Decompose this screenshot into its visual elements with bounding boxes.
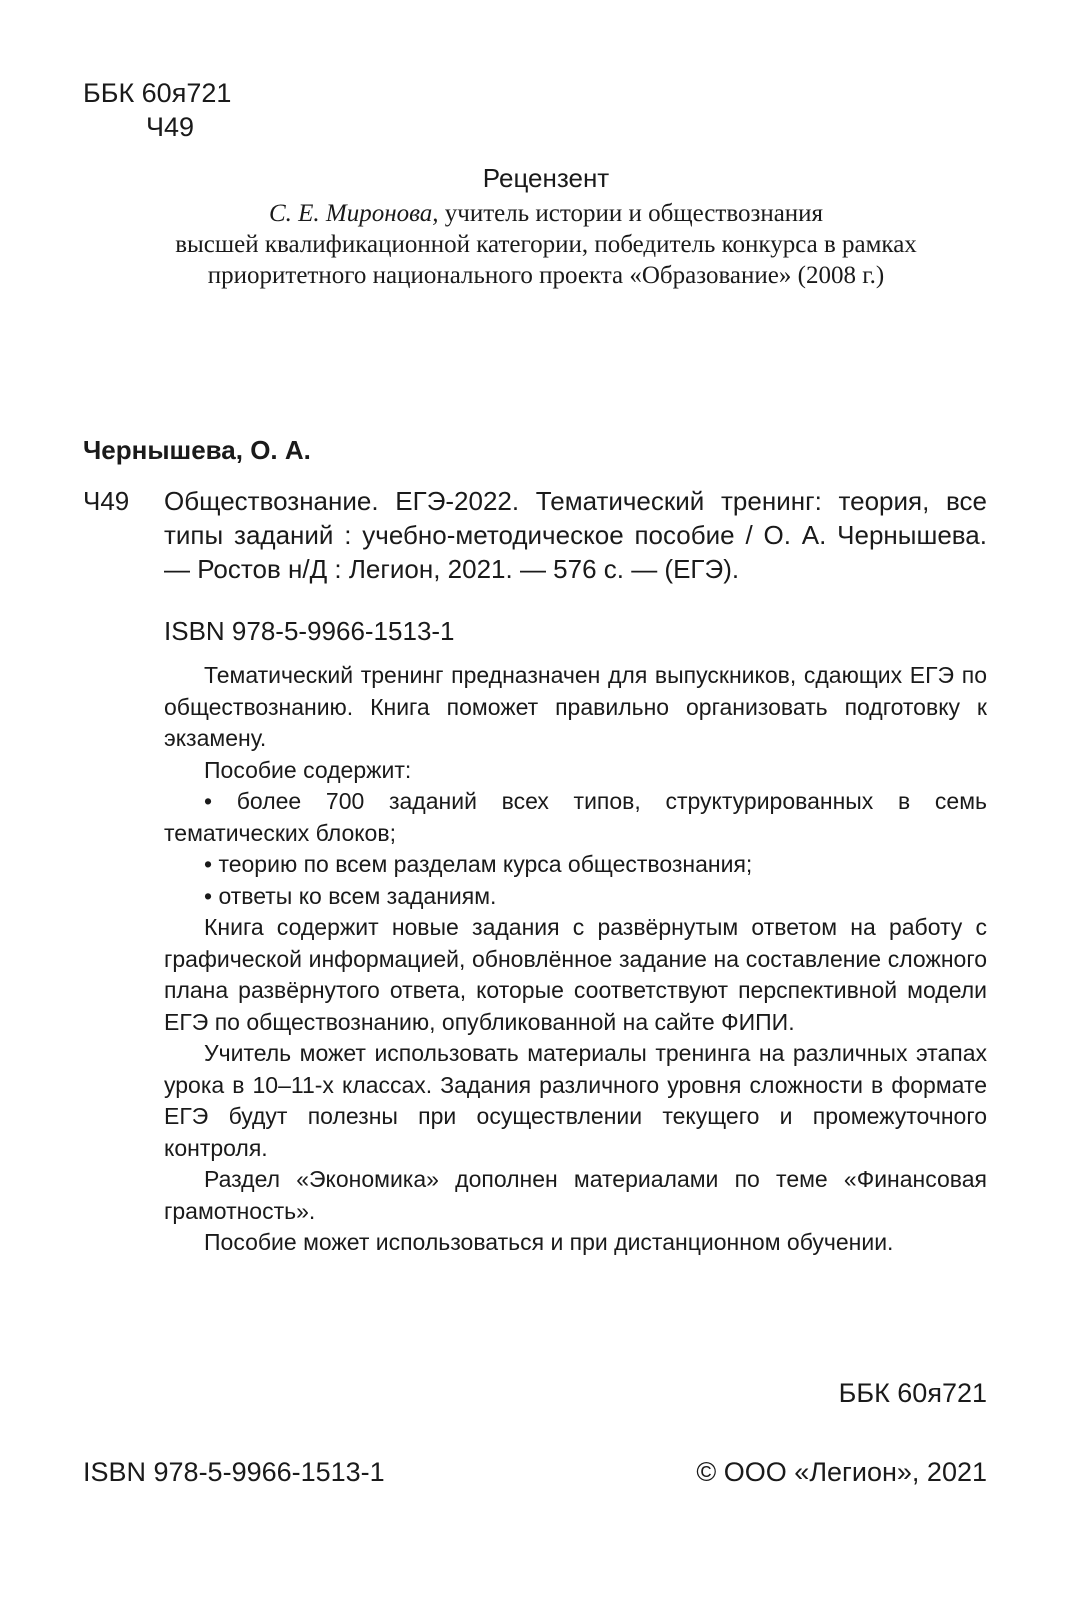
annotation-bullet-2: • теорию по всем разделам курса обществознания;: [204, 851, 753, 877]
reviewer-block: [0, 162, 1092, 291]
footer-bbk: ББК 60я721: [838, 1378, 987, 1408]
annotation-paragraph-2: Пособие содержит:: [204, 756, 412, 783]
reviewer-details: [0, 198, 1092, 291]
bibliographic-description: [164, 484, 987, 586]
reviewer-name: С. Е. Миронова,: [268, 200, 439, 227]
bbk-code: ББК 60я721: [83, 78, 232, 108]
footer-copyright: © ООО «Легион», 2021: [696, 1457, 987, 1487]
reviewer-line-3: приоритетного национального проекта «Образование» (2008 г.): [207, 262, 885, 289]
annotation-paragraph-1: Тематический тренинг предназначен для выпускников, сдающих ЕГЭ по обществознанию. Книга поможет правильно организовать подготовку к экзамену.: [164, 662, 987, 751]
description-text: Обществознание. ЕГЭ-2022. Тематический тренинг: теория, все типы заданий : учебно-методическое пособие / О. А. Чернышева. — Ростов н/Д : Легион, 2021. — 576 с. — (ЕГЭ).: [164, 486, 987, 584]
annotation-bullet-1: • более 700 заданий всех типов, структурированных в семь тематических блоков;: [164, 788, 987, 846]
annotation-paragraph-4: Учитель может использовать материалы тренинга на различных этапах урока в 10–11-х классах. Задания различного уровня сложности в формате ЕГЭ будут полезны при осуществлении текущего и промежуточного контроля.: [164, 1040, 987, 1161]
footer-isbn: ISBN 978-5-9966-1513-1: [83, 1457, 385, 1487]
author-name: Чернышева, О. А.: [83, 435, 311, 465]
catalog-code: Ч49: [83, 486, 130, 516]
reviewer-title: учитель истории и обществознания: [438, 200, 824, 227]
annotation: [164, 660, 987, 1259]
reviewer-heading: Рецензент: [482, 163, 610, 193]
annotation-paragraph-5: Раздел «Экономика» дополнен материалами по теме «Финансовая грамотность».: [164, 1166, 987, 1224]
annotation-paragraph-3: Книга содержит новые задания с развёрнутым ответом на работу с графической информацией, обновлённое задание на составление сложного плана развёрнутого ответа, которые соответствуют перспективной модели ЕГЭ по обществознанию, опубликованной на сайте ФИПИ.: [164, 914, 987, 1035]
isbn-main: ISBN 978-5-9966-1513-1: [164, 616, 455, 646]
annotation-bullet-3: • ответы ко всем заданиям.: [204, 882, 497, 909]
annotation-paragraph-6: Пособие может использоваться и при дистанционном обучении.: [204, 1229, 894, 1255]
reviewer-line-2: высшей квалификационной категории, победитель конкурса в рамках: [175, 231, 917, 258]
author-mark-code: Ч49: [146, 112, 195, 142]
reviewer-line-1: [0, 198, 1092, 229]
header-classification: [83, 76, 231, 144]
